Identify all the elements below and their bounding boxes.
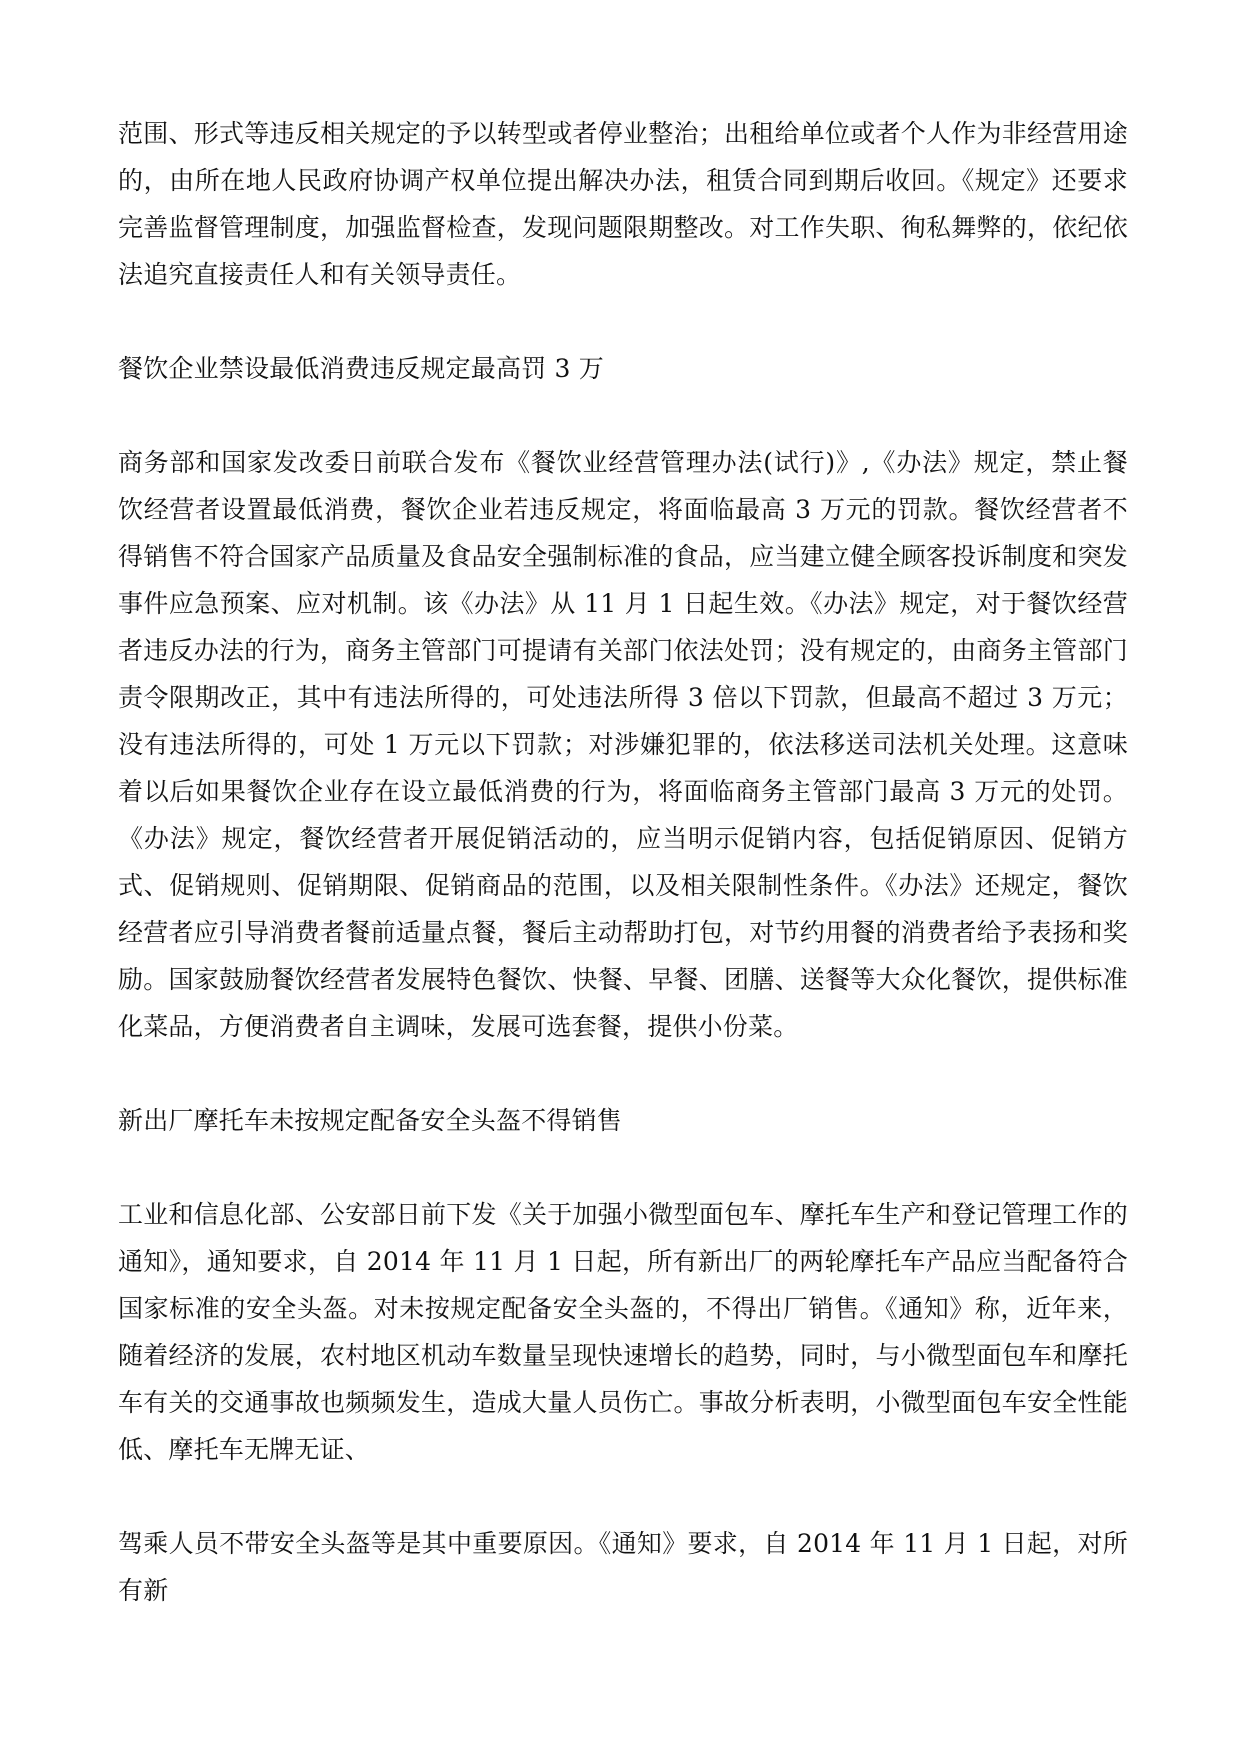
heading-catering-minimum-charge: 餐饮企业禁设最低消费违反规定最高罚 3 万 xyxy=(118,354,605,383)
document-body xyxy=(118,110,1128,1614)
paragraph-catering-regulation: 商务部和国家发改委日前联合发布《餐饮业经营管理办法(试行)》,《办法》规定，禁止餐饮经营者设置最低消费，餐饮企业若违反规定，将面临最高 3 万元的罚款。餐饮经营者不得销售不符合国家产品质量及食品安全强制标准的食品，应当建立健全顾客投诉制度和突发事件应急预案、应对机制。该《办法》从 11 月 1 日起生效。《办法》规定，对于餐饮经营者违反办法的行为，商务主管部门可提请有关部门依法处罚；没有规定的，由商务主管部门责令限期改正，其中有违法所得的，可处违法所得 3 倍以下罚款，但最高不超过 3 万元；没有违法所得的，可处 1 万元以下罚款；对涉嫌犯罪的，依法移送司法机关处理。这意味着以后如果餐饮企业存在设立最低消费的行为，将面临商务主管部门最高 3 万元的处罚。《办法》规定，餐饮经营者开展促销活动的，应当明示促销内容，包括促销原因、促销方式、促销规则、促销期限、促销商品的范围，以及相关限制性条件。《办法》还规定，餐饮经营者应引导消费者餐前适量点餐，餐后主动帮助打包，对节约用餐的消费者给予表扬和奖励。国家鼓励餐饮经营者发展特色餐饮、快餐、早餐、团膳、送餐等大众化餐饮，提供标准化菜品，方便消费者自主调味，发展可选套餐，提供小份菜。 xyxy=(118,448,1128,1041)
paragraph-motorcycle-notice: 工业和信息化部、公安部日前下发《关于加强小微型面包车、摩托车生产和登记管理工作的通知》，通知要求，自 2014 年 11 月 1 日起，所有新出厂的两轮摩托车产品应当配备符合国家标准的安全头盔。对未按规定配备安全头盔的，不得出厂销售。《通知》称，近年来，随着经济的发展，农村地区机动车数量呈现快速增长的趋势，同时，与小微型面包车和摩托车有关的交通事故也频频发生，造成大量人员伤亡。事故分析表明，小微型面包车安全性能低、摩托车无牌无证、 xyxy=(118,1200,1128,1464)
paragraph-notice-continued: 驾乘人员不带安全头盔等是其中重要原因。《通知》要求，自 2014 年 11 月 1 日起，对所有新 xyxy=(118,1529,1128,1605)
paragraph-venue-rules: 范围、形式等违反相关规定的予以转型或者停业整治；出租给单位或者个人作为非经营用途的，由所在地人民政府协调产权单位提出解决办法，租赁合同到期后收回。《规定》还要求完善监督管理制度，加强监督检查，发现问题限期整改。对工作失职、徇私舞弊的，依纪依法追究直接责任人和有关领导责任。 xyxy=(118,119,1128,289)
heading-motorcycle-helmet: 新出厂摩托车未按规定配备安全头盔不得销售 xyxy=(118,1106,623,1135)
